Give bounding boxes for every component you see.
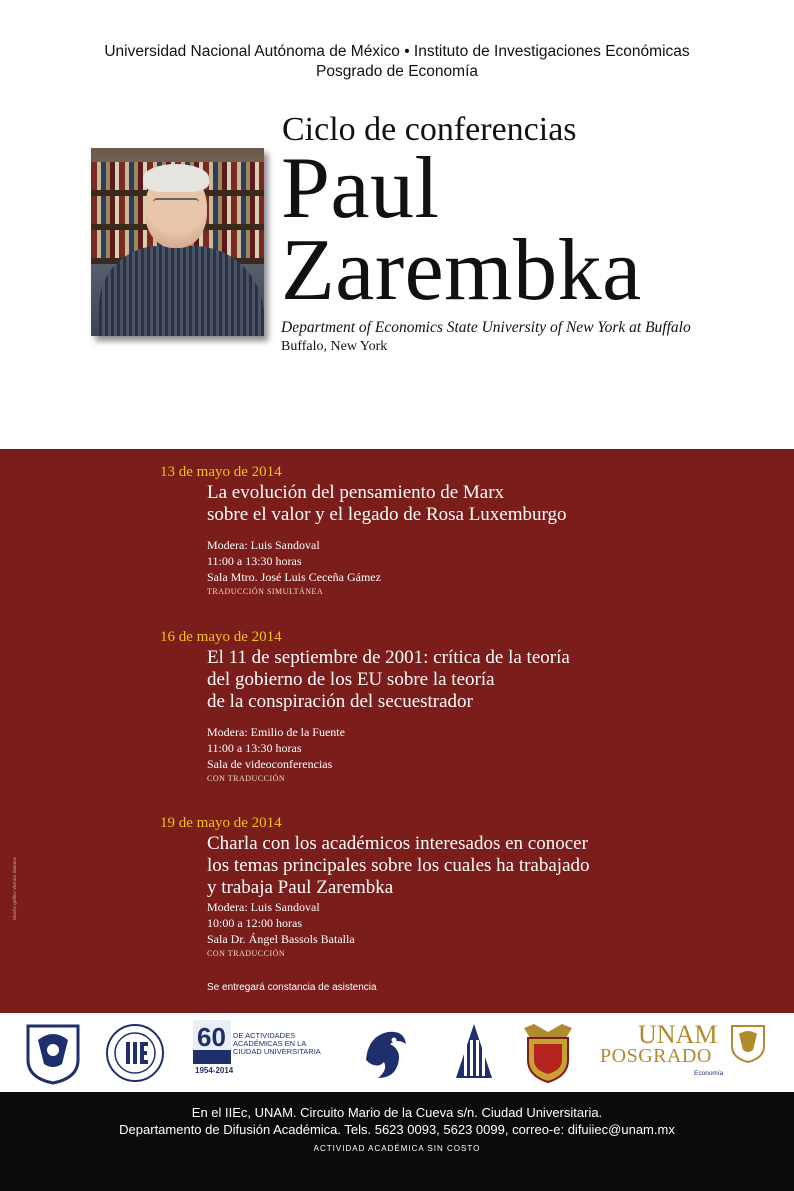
unam-seal-icon — [22, 1020, 84, 1086]
certificate-notice: Se entregará constancia de asistencia — [207, 982, 377, 993]
session-title-line: de la conspiración del secuestrador — [207, 691, 473, 712]
session-title-line: sobre el valor y el legado de Rosa Luxemburgo — [207, 504, 567, 525]
columns-emblem-icon — [452, 1020, 496, 1082]
session-3 — [160, 813, 590, 961]
faculty-shield-icon — [520, 1020, 576, 1084]
speaker-name — [281, 140, 642, 319]
session-moderator: Modera: Luis Sandoval — [207, 900, 320, 914]
session-room: Sala Mtro. José Luis Ceceña Gámez — [207, 570, 381, 584]
session-date: 16 de mayo de 2014 — [160, 629, 282, 645]
session-1 — [160, 462, 567, 599]
session-date: 19 de mayo de 2014 — [160, 815, 282, 831]
speaker-department: Department of Economics State University of New York at Buffalo — [281, 319, 691, 336]
speaker-last-name: Zarembka — [281, 222, 642, 319]
footer — [0, 1092, 794, 1191]
session-time: 10:00 a 12:00 horas — [207, 916, 302, 930]
session-time: 11:00 a 13:30 horas — [207, 554, 302, 568]
session-time: 11:00 a 13:30 horas — [207, 741, 302, 755]
posgrado-logo — [598, 1022, 773, 1086]
posgrado-top: UNAM — [638, 1020, 718, 1049]
institution-line: Universidad Nacional Autónoma de México • Instituto de Investigaciones Económicas — [104, 43, 690, 60]
speaker-photo — [91, 148, 264, 336]
speaker-city: Buffalo, New York — [281, 339, 388, 354]
cycle-title: Ciclo de conferencias — [282, 111, 577, 148]
anniversary-text — [233, 1032, 321, 1056]
session-title-line: del gobierno de los EU sobre la teoría — [207, 669, 495, 690]
anniversary-text-line: ACADÉMICAS EN LA — [233, 1039, 307, 1048]
session-title-line: y trabaja Paul Zarembka — [207, 877, 394, 898]
footer-contact: Departamento de Difusión Académica. Tels. 5623 0093, 5623 0099, correo-e: difuiiec@unam.mx — [119, 1122, 675, 1137]
session-room: Sala Dr. Ángel Bassols Batalla — [207, 932, 355, 946]
program-line: Posgrado de Economía — [316, 63, 478, 80]
session-moderator: Modera: Luis Sandoval — [207, 538, 320, 552]
footer-address: En el IIEc, UNAM. Circuito Mario de la Cueva s/n. Ciudad Universitaria. — [191, 1105, 603, 1120]
speaker-first-name: Paul — [281, 140, 440, 237]
session-title-line: los temas principales sobre los cuales ha trabajado — [207, 855, 590, 876]
session-translation-note: CON TRADUCCIÓN — [207, 949, 286, 958]
session-translation-note: CON TRADUCCIÓN — [207, 774, 286, 783]
anniversary-years: 1954-2014 — [195, 1066, 234, 1075]
session-moderator: Modera: Emilio de la Fuente — [207, 725, 345, 739]
anniversary-logo — [193, 1020, 333, 1082]
session-title-line: Charla con los académicos interesados en conocer — [207, 833, 588, 854]
dragon-emblem-icon — [358, 1020, 414, 1084]
session-title-line: El 11 de septiembre de 2001: crítica de la teoría — [207, 647, 570, 668]
header — [0, 42, 794, 82]
session-date: 13 de mayo de 2014 — [160, 464, 282, 480]
logo-strip — [0, 1014, 794, 1092]
unam-crest-icon — [730, 1024, 766, 1064]
posgrado-bottom: POSGRADO — [600, 1045, 712, 1067]
anniversary-text-line: DE ACTIVIDADES — [233, 1031, 296, 1040]
designer-credit: Diseño gráfico Victoria Jiménez — [12, 857, 17, 920]
session-room: Sala de videoconferencias — [207, 757, 333, 771]
session-translation-note: TRADUCCIÓN SIMULTÁNEA — [207, 587, 324, 596]
footer-free-activity: ACTIVIDAD ACADÉMICA SIN COSTO — [313, 1144, 481, 1153]
anniversary-number: 60 — [197, 1022, 226, 1052]
posgrado-sub: Economía — [694, 1070, 724, 1077]
session-2 — [160, 627, 570, 786]
anniversary-text-line: CIUDAD UNIVERSITARIA — [233, 1047, 321, 1056]
session-title-line: La evolución del pensamiento de Marx — [207, 482, 505, 503]
iiec-seal-icon — [104, 1020, 166, 1086]
